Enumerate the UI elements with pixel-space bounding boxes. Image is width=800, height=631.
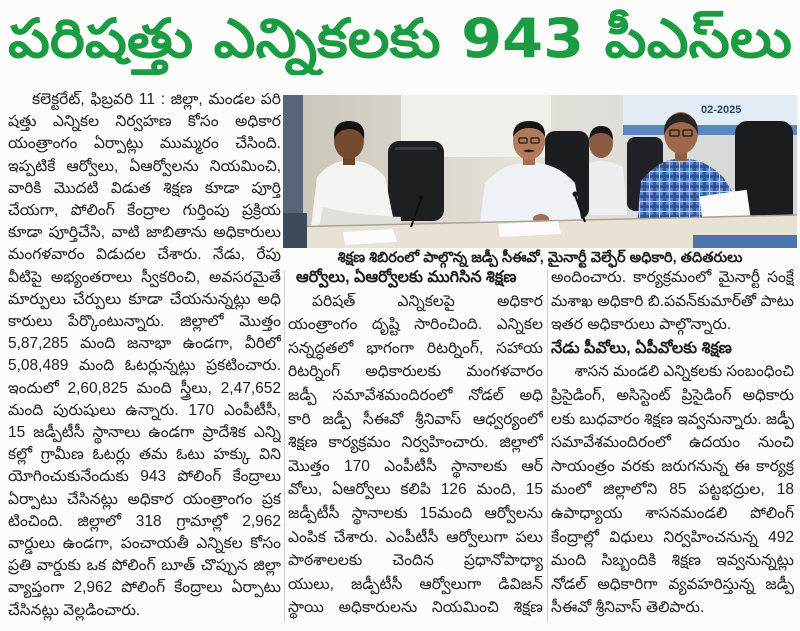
article-left-column — [8, 89, 281, 625]
right-column-text-line: సాయంత్రం వరకు జరుగనున్న ఈ కార్యక్ర — [551, 457, 794, 475]
right-column-text-line: ఇతర అధికారులు పాల్గొన్నారు. — [551, 316, 732, 334]
photo-left-foreground — [283, 213, 307, 248]
middle-column-text-line: పరిషత్ ఎన్నికలపై అధికార — [312, 292, 543, 310]
middle-column-text-line: సన్నద్ధతలో భాగంగా రిటర్నింగ్, సహాయ — [288, 339, 543, 357]
column-divider-left — [284, 270, 285, 622]
left-column-text-line: చేయగా, పోలింగ్ కేంద్రాల గుర్తింపు ప్రక్రియ — [8, 202, 281, 220]
left-column-text-line: ప్రతి వార్డుకు ఒక పోలింగ్ బూత్ చొప్పున జిల్లా — [8, 557, 281, 575]
right-column-text-line: సమావేశమందిరంలో ఉదయం నుంచి — [551, 434, 794, 452]
left-column-text-line: కల్లో గ్రామీణ ఓటర్లు తమ ఓటు హక్కు విని — [8, 446, 281, 464]
left-column-text-line: 5,08,489 మంది ఓటర్లున్నట్లు ప్రకటించారు. — [8, 357, 281, 375]
middle-column-text-line: కారి జడ్పీ సీఈవో శ్రీనివాస్ ఆధ్వర్యంలో — [288, 410, 543, 428]
left-column-text-line: యోగించుకునేందుకు 943 పోలింగ్ కేంద్రాలు — [8, 468, 281, 486]
right-column-text-line: లకు బుధవారం శిక్షణ ఇవ్వనున్నారు. జడ్పీ — [551, 410, 794, 428]
middle-column-text-line: రిటర్నింగ్ అధికారులకు మంగళవారం — [288, 363, 543, 381]
microphone-2-head — [573, 192, 578, 197]
right-column-text-line: నోడల్ అధికారిగా వ్యవహరిస్తున్న జడ్పీ — [551, 575, 794, 593]
left-column-text-line: 5,87,285 మంది జనాభా ఉండగా, వీరిలో — [8, 335, 281, 353]
left-column-text-line: వ్యాప్తంగా 2,962 పోలింగ్ కేంద్రాలు ఏర్పాటు — [8, 579, 281, 597]
middle-column-text-line: పాఠశాలలకు చెందిన ప్రధానోపాధ్యా — [288, 552, 543, 570]
left-column-text-line: ఏర్పాటు చేసినట్లు అధికార యంత్రాంగం ప్రక — [8, 490, 281, 508]
right-column-text-line: మశాఖ అధికారి బి.పవన్‌కుమార్‌తో పాటు — [551, 292, 794, 310]
left-column-text-line: కలెక్టరేట్, ఫిబ్రవరి 11 : జిల్లా, మండల పరి — [32, 91, 281, 108]
middle-column-text-line: జడ్పీటీసీ స్థానాలకు 15మంది ఆర్వోలను — [288, 504, 543, 522]
left-column-text-line: 15 జడ్పీటీసీ స్థానాలు ఉండగా ప్రాదేశిక ఎన్ని — [8, 424, 281, 442]
right-column-text-line: సీఈవో శ్రీనివాస్ తెలిపారు. — [551, 599, 705, 617]
left-column-text-line: వారికి మొదటి విడుత శిక్షణ కూడా పూర్తి — [8, 179, 281, 197]
middle-column-text-line: స్థాయి అధికారులను నియమించి శిక్షణ — [288, 599, 543, 617]
microphone-1-head — [419, 196, 424, 201]
right-column-text-line: శాసన మండలి ఎన్నికలకు సంబంధించి — [574, 363, 794, 381]
left-column-text-line: టించింది. జిల్లాలో 318 గ్రామాల్లో 2,962 — [8, 512, 281, 530]
left-column-text-line: మంగళవారం విడుదల చేశారు. నేడు, రేపు — [8, 246, 281, 264]
middle-column-text-line: మొత్తం 170 ఎంపీటీసీ స్థానాలకు ఆర్ — [288, 457, 543, 475]
headline — [8, 3, 792, 75]
right-column-text-line: అందించారు. కార్యక్రమంలో మైనార్టీ సంక్షే — [551, 269, 794, 286]
right-column-text-line: మంది సిబ్బందికి శిక్షణ ఇవ్వనున్నట్లు — [551, 552, 794, 570]
left-column-text-line: షత్తు ఎన్నికల నిర్వహణ కోసం అధికార — [8, 113, 281, 131]
banner-date-text: 02-2025 — [701, 104, 742, 116]
left-column-text-line: ఇప్పటికే ఆర్వోలు, ఏఆర్వోలను నియమించి, — [8, 157, 281, 175]
right-column-text-line: కేంద్రాల్లో విధులు నిర్వహించనున్న 492 — [551, 528, 794, 546]
right-column-text-line: ఉపాధ్యాయ శాసనమండలి పోలింగ్ — [551, 504, 794, 522]
left-column-text-line: యంత్రాంగం ఏర్పాట్లు ముమ్మరం చేసింది. — [8, 135, 281, 153]
left-column-text-line: వార్డులు ఉండగా, పంచాయతీ ఎన్నికల కోసం — [8, 535, 281, 553]
middle-column-text-line: యంత్రాంగం దృష్టి సారించింది. ఎన్నికల — [288, 316, 543, 334]
column-divider-right — [547, 270, 548, 622]
middle-column-subheading: ఆర్వోలు, ఏఆర్వోలకు ముగిసిన శిక్షణ — [296, 269, 517, 286]
photo-image — [283, 95, 797, 248]
photo — [283, 95, 797, 248]
left-column-text-line: మార్పులు చేర్పులు కూడా చేయనున్నట్లు అధి — [8, 290, 281, 308]
left-column-text-line: మంది పురుషులు ఉన్నారు. 170 ఎంపీటీసీ, — [8, 401, 281, 419]
middle-column-text-line: యులు, జడ్పీటీసీ ఆర్వోలుగా డివిజన్ — [288, 575, 543, 593]
right-column-text-line: ప్రిసైడింగ్, అసిస్టెంట్ ప్రిసైడింగ్ అధికారు — [551, 386, 794, 404]
article-middle-column — [288, 266, 543, 626]
right-column-text-line: మంలో జిల్లాలోని 85 పట్టభద్రుల, 18 — [551, 481, 794, 499]
middle-column-text-line: ఎంపిక చేశారు. ఎంపీటీసీ ఆర్వోలుగా పలు — [288, 528, 543, 546]
headline-text: పరిషత్తు ఎన్నికలకు 943 పీఎస్‌లు — [8, 7, 792, 70]
article-right-column — [551, 266, 794, 626]
left-column-text-line: చేసినట్లు వెల్లడించారు. — [8, 601, 141, 619]
left-column-text-line: వీటిపై అభ్యంతరాలు స్వీకరించి, అవసరమైతే — [8, 268, 281, 286]
left-column-text-line: ఇందులో 2,60,825 మంది స్త్రీలు, 2,47,652 — [8, 379, 281, 397]
middle-column-text-line: వోలు, ఏఆర్వోలు కలిపి 126 మంది, 15 — [288, 481, 543, 499]
middle-column-text-line: జడ్పీ సమావేశమందిరంలో నోడల్ అధి — [288, 386, 543, 404]
photo-caption — [283, 248, 797, 268]
chair-empty — [388, 141, 444, 221]
table-blue-cloth — [693, 235, 797, 248]
right-column-subheading: నేడు పీవోలు, ఏపీవోలకు శిక్షణ — [551, 339, 732, 357]
photo-caption-text: శిక్షణ శిబిరంలో పాల్గొన్న జడ్పీ సీఈవో, మైనార్టీ వెల్ఫేర్ అధికారి, తదితరులు — [337, 250, 743, 266]
chair-empty-highlight — [395, 147, 437, 150]
left-column-text-line: కారులు పేర్కొంటున్నారు. జిల్లాలో మొత్తం — [8, 313, 281, 331]
middle-column-text-line: శిక్షణ కార్యక్రమం నిర్వహించారు. జిల్లాలో — [288, 434, 543, 452]
left-column-text-line: కూడా పూర్తిచేసి, వాటి జాబితాను అధికారులు — [8, 224, 281, 242]
